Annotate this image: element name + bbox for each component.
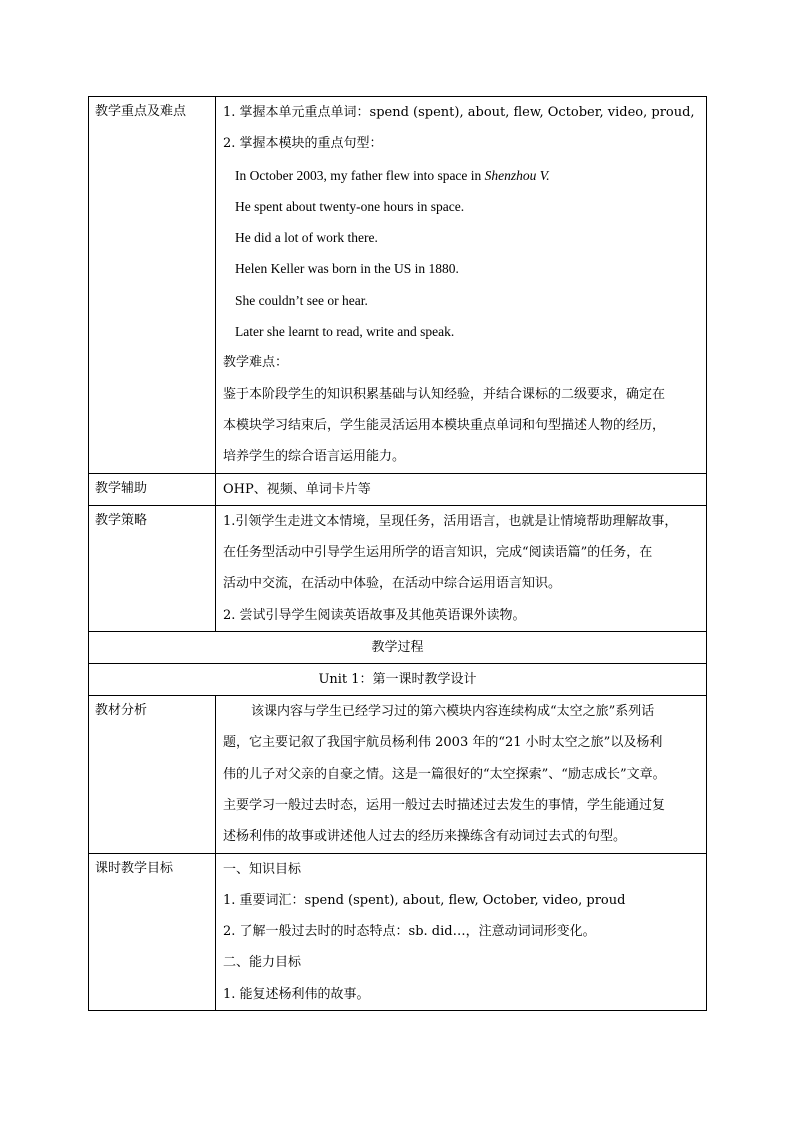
material-line-1: 该课内容与学生已经学习过的第六模块内容连续构成“太空之旅”系列话 [251, 704, 655, 720]
sentence-5: She couldn’t see or hear. [235, 292, 368, 308]
strategy-line-1: 1.引领学生走进文本情境，呈现任务，活用语言，也就是让情境帮助理解故事， [223, 513, 678, 529]
row-objectives [89, 853, 707, 1010]
sentence-1-text: In October 2003, my father flew into space in [235, 167, 485, 183]
row-process-heading [89, 632, 707, 664]
unit-heading: Unit 1：第一课时教学设计 [89, 664, 707, 696]
process-heading: 教学过程 [89, 632, 707, 664]
label-strategy: 教学策略 [89, 505, 216, 631]
label-key-points: 教学重点及难点 [89, 97, 216, 474]
content-objectives [216, 853, 707, 1010]
content-key-points [216, 97, 707, 474]
label-material: 教材分析 [89, 696, 216, 853]
row-unit-heading [89, 664, 707, 696]
row-key-points [89, 97, 707, 474]
strategy-line-2: 在任务型活动中引导学生运用所学的语言知识，完成“阅读语篇”的任务，在 [223, 545, 653, 561]
content-material [216, 696, 707, 853]
label-aids: 教学辅助 [89, 473, 216, 505]
objectives-line-3: 2. 了解一般过去时的时态特点：sb. did…，注意动词词形变化。 [223, 924, 596, 940]
row-aids [89, 473, 707, 505]
objectives-line-4: 二、能力目标 [223, 955, 302, 971]
material-line-5: 述杨利伟的故事或讲述他人过去的经历来操练含有动词过去式的句型。 [223, 829, 627, 845]
material-line-3: 伟的儿子对父亲的自豪之情。这是一篇很好的“太空探索”、“励志成长”文章。 [223, 766, 666, 782]
sentence-4: Helen Keller was born in the US in 1880. [235, 261, 459, 277]
strategy-line-3: 活动中交流，在活动中体验，在活动中综合运用语言知识。 [223, 576, 562, 592]
difficulty-line-2: 本模块学习结束后，学生能灵活运用本模块重点单词和句型描述人物的经历， [223, 417, 666, 433]
difficulty-line-3: 培养学生的综合语言运用能力。 [223, 449, 406, 465]
difficulty-title: 教学难点： [223, 355, 289, 371]
sentence-3: He did a lot of work there. [235, 230, 378, 246]
sentence-1-italic: Shenzhou V. [484, 167, 550, 183]
key-points-line-2: 2. 掌握本模块的重点句型： [223, 136, 383, 152]
content-strategy [216, 505, 707, 631]
row-material [89, 696, 707, 853]
sentence-1 [223, 160, 700, 191]
strategy-line-4: 2. 尝试引导学生阅读英语故事及其他英语课外读物。 [223, 607, 526, 623]
row-strategy [89, 505, 707, 631]
material-line-4: 主要学习一般过去时态，运用一般过去时描述过去发生的事情，学生能通过复 [223, 797, 666, 813]
content-aids [216, 473, 707, 505]
sentence-2: He spent about twenty-one hours in space. [235, 198, 465, 214]
sentence-6: Later she learnt to read, write and speak. [235, 324, 455, 340]
difficulty-line-1: 鉴于本阶段学生的知识积累基础与认知经验，并结合课标的二级要求，确定在 [223, 386, 666, 402]
lesson-plan-table [88, 96, 707, 1011]
key-points-line-1: 1. 掌握本单元重点单词：spend (spent), about, flew, October, video, proud, [223, 105, 695, 120]
objectives-line-1: 一、知识目标 [223, 861, 302, 877]
material-line-2: 题，它主要记叙了我国宇航员杨利伟 2003 年的“21 小时太空之旅”以及杨利 [223, 735, 663, 751]
label-objectives: 课时教学目标 [89, 853, 216, 1010]
aids-text: OHP、视频、单词卡片等 [223, 481, 371, 497]
objectives-line-5: 1. 能复述杨利伟的故事。 [223, 986, 370, 1002]
objectives-line-2: 1. 重要词汇：spend (spent), about, flew, October, video, proud [223, 892, 626, 908]
